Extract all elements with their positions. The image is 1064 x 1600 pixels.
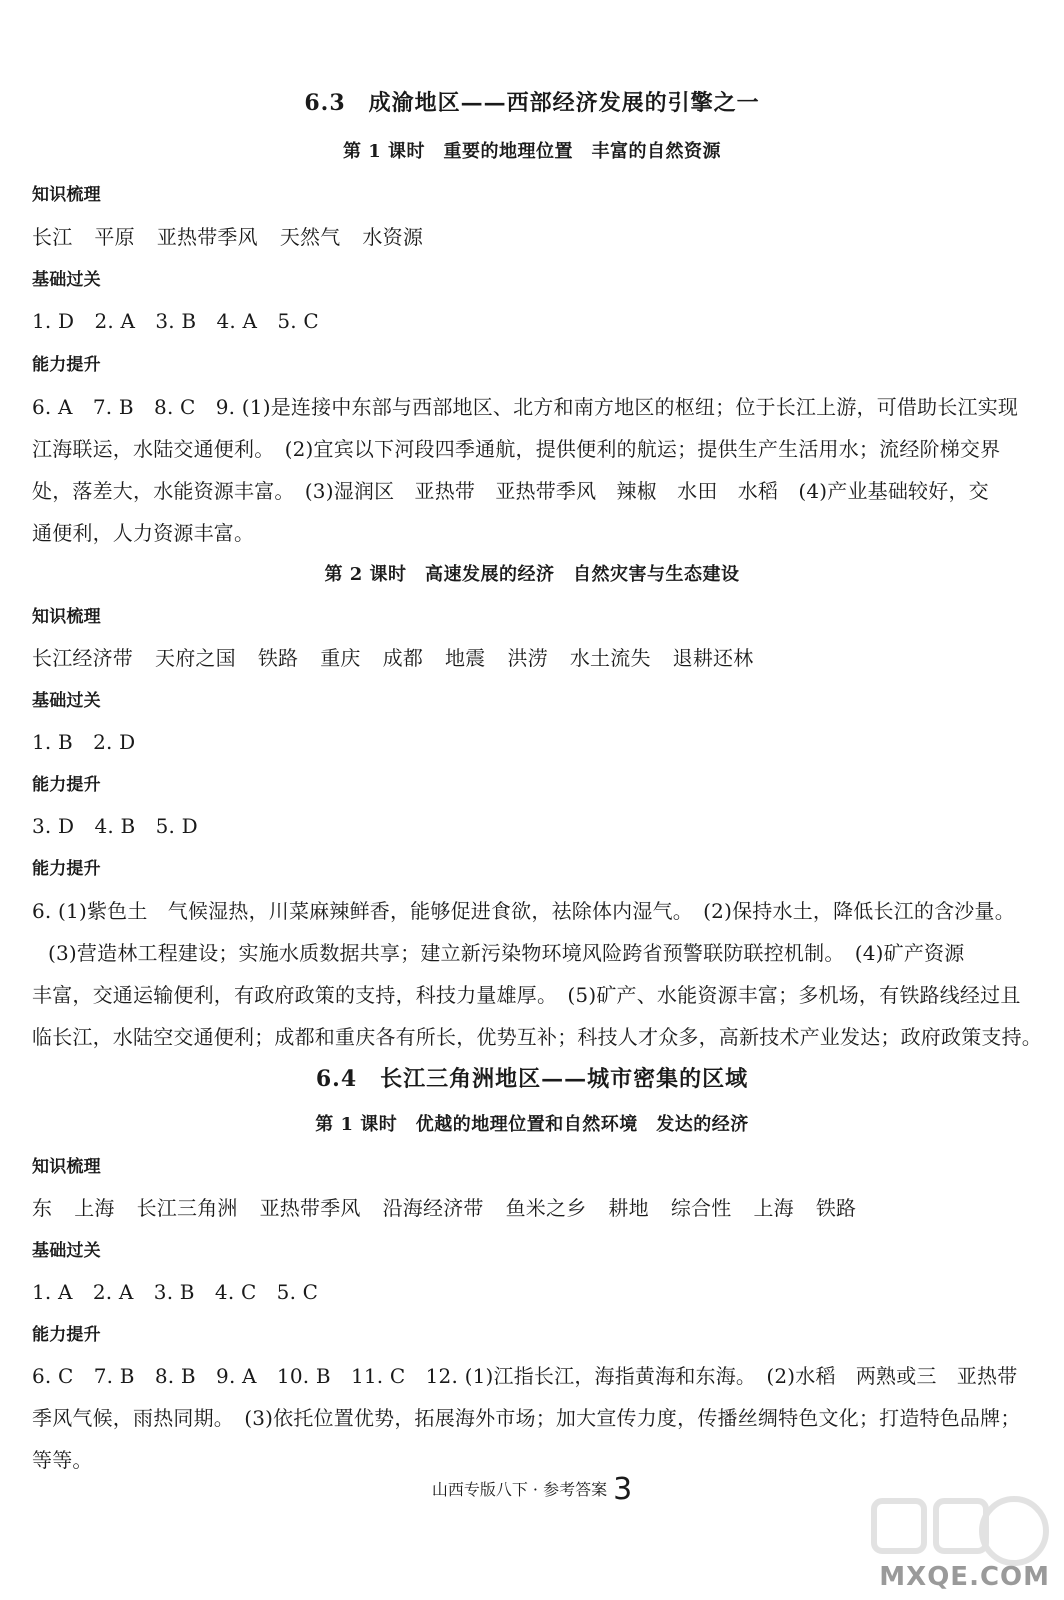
heading-knowledge: 知识梳理	[32, 607, 101, 627]
knowledge-item: 综合性	[670, 1196, 732, 1220]
ability-line: 临长江，水陆空交通便利；成都和重庆各有所长，优势互补；科技人才众多，高新技术产业发达；政府政策支持。	[32, 1025, 1042, 1049]
knowledge-item: 天府之国	[155, 646, 236, 670]
knowledge-item: 天然气	[279, 225, 341, 249]
ability-line: 处，落差大，水能资源丰富。 (3)湿润区 亚热带 亚热带季风 辣椒 水田 水稻 (4)产业基础较好，交	[32, 479, 989, 503]
ability-line: 6. (1)紫色土 气候湿热，川菜麻辣鲜香，能够促进食欲，祛除体内湿气。 (2)保持水土，降低长江的含沙量。	[32, 899, 1015, 923]
knowledge-item: 成都	[382, 646, 424, 670]
ability-line: 通便利，人力资源丰富。	[32, 521, 255, 545]
knowledge-item: 亚热带季风	[156, 225, 258, 249]
knowledge-item: 长江	[32, 225, 73, 249]
knowledge-list-6-3-1	[32, 222, 445, 252]
knowledge-item: 平原	[94, 225, 135, 249]
basic-answers-6-3-2: 1. B 2. D	[32, 730, 136, 754]
lesson-title-6-3-1: 第 1 课时 重要的地理位置 丰富的自然资源	[342, 141, 722, 162]
knowledge-item: 退耕还林	[672, 646, 754, 670]
knowledge-item: 长江经济带	[32, 646, 133, 670]
watermark-text: MXQE.COM	[879, 1562, 1050, 1592]
heading-ability: 能力提升	[32, 1325, 101, 1345]
knowledge-item: 亚热带季风	[259, 1196, 361, 1220]
knowledge-list-6-4-1	[32, 1193, 878, 1223]
heading-basic: 基础过关	[32, 691, 101, 711]
knowledge-item: 耕地	[608, 1196, 649, 1220]
knowledge-item: 重庆	[320, 646, 361, 670]
section-title-6-4: 6.4 长江三角洲地区——城市密集的区域	[315, 1066, 749, 1092]
ability-line: 6. C 7. B 8. B 9. A 10. B 11. C 12. (1)江指长江，海指黄海和东海。 (2)水稻 两熟或三 亚热带	[32, 1364, 1018, 1388]
page-number: 3	[613, 1472, 633, 1507]
heading-ability: 能力提升	[32, 355, 101, 375]
knowledge-item: 水土流失	[569, 646, 651, 670]
ability-line: 江海联运，水陆交通便利。 (2)宜宾以下河段四季通航，提供便利的航运；提供生产生活用水；流经阶梯交界	[32, 437, 1001, 461]
heading-ability: 能力提升	[32, 775, 101, 795]
knowledge-item: 水资源	[362, 225, 424, 249]
knowledge-item: 铁路	[815, 1196, 857, 1220]
ability-answers-6-3-2: 3. D 4. B 5. D	[32, 814, 198, 838]
basic-answers-6-4-1: 1. A 2. A 3. B 4. C 5. C	[32, 1280, 319, 1304]
heading-basic: 基础过关	[32, 1241, 101, 1261]
knowledge-item: 沿海经济带	[382, 1196, 484, 1220]
heading-basic: 基础过关	[32, 270, 101, 290]
ability-line: 季风气候，雨热同期。 (3)依托位置优势，拓展海外市场；加大宣传力度，传播丝绸特色文化；打造特色品牌；	[32, 1406, 1021, 1430]
heading-ability-2: 能力提升	[32, 859, 101, 879]
basic-answers-6-3-1: 1. D 2. A 3. B 4. A 5. C	[32, 309, 319, 333]
knowledge-item: 长江三角洲	[136, 1196, 238, 1220]
lesson-title-6-4-1: 第 1 课时 优越的地理位置和自然环境 发达的经济	[315, 1114, 749, 1135]
knowledge-item: 鱼米之乡	[505, 1196, 587, 1220]
heading-knowledge: 知识梳理	[32, 1157, 101, 1177]
knowledge-list-6-3-2	[32, 643, 775, 673]
heading-knowledge: 知识梳理	[32, 185, 101, 205]
knowledge-item: 洪涝	[507, 646, 548, 670]
ability-line: 6. A 7. B 8. C 9. (1)是连接中东部与西部地区、北方和南方地区的枢纽；位于长江上游，可借助长江实现	[32, 395, 1019, 419]
ability-line: 等等。	[32, 1448, 93, 1472]
ability-line: 丰富，交通运输便利，有政府政策的支持，科技力量雄厚。 (5)矿产、水能资源丰富；多机场，有铁路线经过且	[32, 983, 1021, 1007]
knowledge-item: 铁路	[257, 646, 299, 670]
knowledge-item: 上海	[753, 1196, 794, 1220]
knowledge-item: 上海	[74, 1196, 115, 1220]
footer-label: 山西专版八下 · 参考答案	[431, 1480, 608, 1499]
knowledge-item: 地震	[445, 646, 486, 670]
ability-line: (3)营造林工程建设；实施水质数据共享；建立新污染物环境风险跨省预警联防联控机制。 (4)矿产资源	[48, 941, 965, 965]
section-title-6-3: 6.3 成渝地区——西部经济发展的引擎之一	[304, 90, 760, 116]
knowledge-item: 东	[32, 1196, 53, 1220]
lesson-title-6-3-2: 第 2 课时 高速发展的经济 自然灾害与生态建设	[324, 564, 740, 585]
